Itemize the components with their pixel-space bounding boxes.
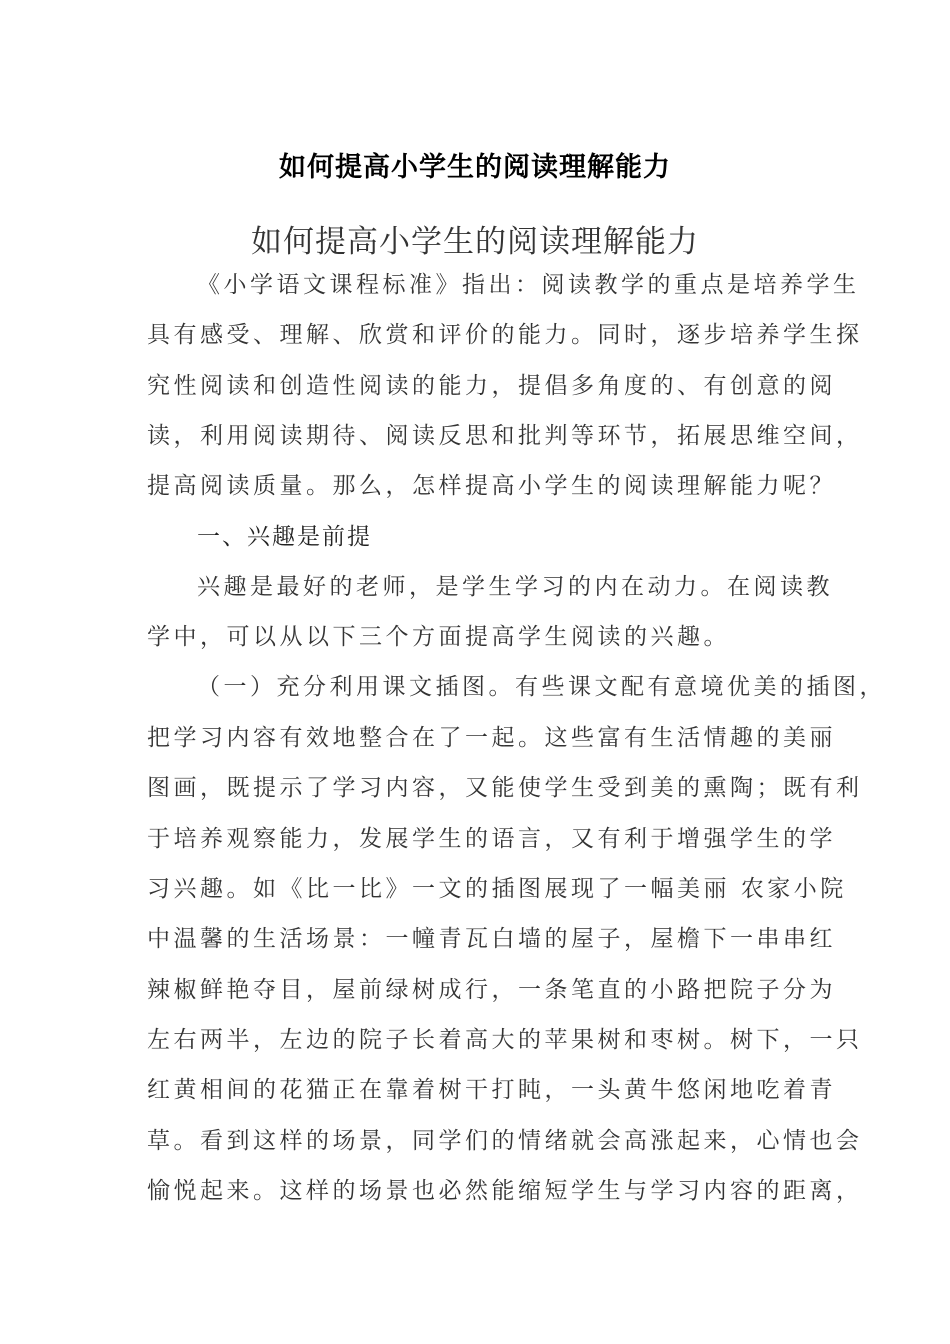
paragraph-line: 于培养观察能力，发展学生的语言，又有利于增强学生的学 (147, 826, 836, 852)
paragraph-line: 辣椒鲜艳夺目，屋前绿树成行，一条笔直的小路把院子分为 (147, 977, 836, 1003)
paragraph-line: 愉悦起来。这样的场景也必然能缩短学生与学习内容的距离， (147, 1178, 863, 1204)
paragraph-line: 兴趣是最好的老师，是学生学习的内在动力。在阅读教 (197, 574, 833, 600)
paragraph-line: 学中，可以从以下三个方面提高学生阅读的兴趣。 (147, 624, 730, 650)
page-title: 如何提高小学生的阅读理解能力 (279, 152, 671, 183)
paragraph-line: 把学习内容有效地整合在了一起。这些富有生活情趣的美丽 (147, 725, 836, 751)
paragraph-line: 红黄相间的花猫正在靠着树干打盹，一头黄牛悠闲地吃着青 (147, 1077, 836, 1103)
paragraph-line: 《小学语文课程标准》指出：阅读教学的重点是培养学生 (197, 272, 860, 298)
paragraph-line: 具有感受、理解、欣赏和评价的能力。同时，逐步培养学生探 (147, 322, 863, 348)
paragraph-line: 中温馨的生活场景：一幢青瓦白墙的屋子，屋檐下一串串红 (147, 926, 836, 952)
paragraph-line: 读，利用阅读期待、阅读反思和批判等环节，拓展思维空间， (147, 423, 863, 449)
paragraph-line: 草。看到这样的场景，同学们的情绪就会高涨起来，心情也会 (147, 1128, 863, 1154)
section-heading: 一、兴趣是前提 (197, 524, 372, 550)
paragraph-line: 究性阅读和创造性阅读的能力，提倡多角度的、有创意的阅 (147, 373, 836, 399)
paragraph-line: 图画，既提示了学习内容，又能使学生受到美的熏陶；既有利 (147, 775, 863, 801)
paragraph-line: 提高阅读质量。那么，怎样提高小学生的阅读理解能力呢？ (147, 473, 836, 499)
paragraph-line: 左右两半，左边的院子长着高大的苹果树和枣树。树下，一只 (147, 1027, 863, 1053)
paragraph-line: 习兴趣。如《比一比》一文的插图展现了一幅美丽 农家小院 (147, 876, 847, 902)
page-subtitle: 如何提高小学生的阅读理解能力 (251, 224, 699, 260)
paragraph-line: （一）充分利用课文插图。有些课文配有意境优美的插图， (197, 674, 886, 700)
